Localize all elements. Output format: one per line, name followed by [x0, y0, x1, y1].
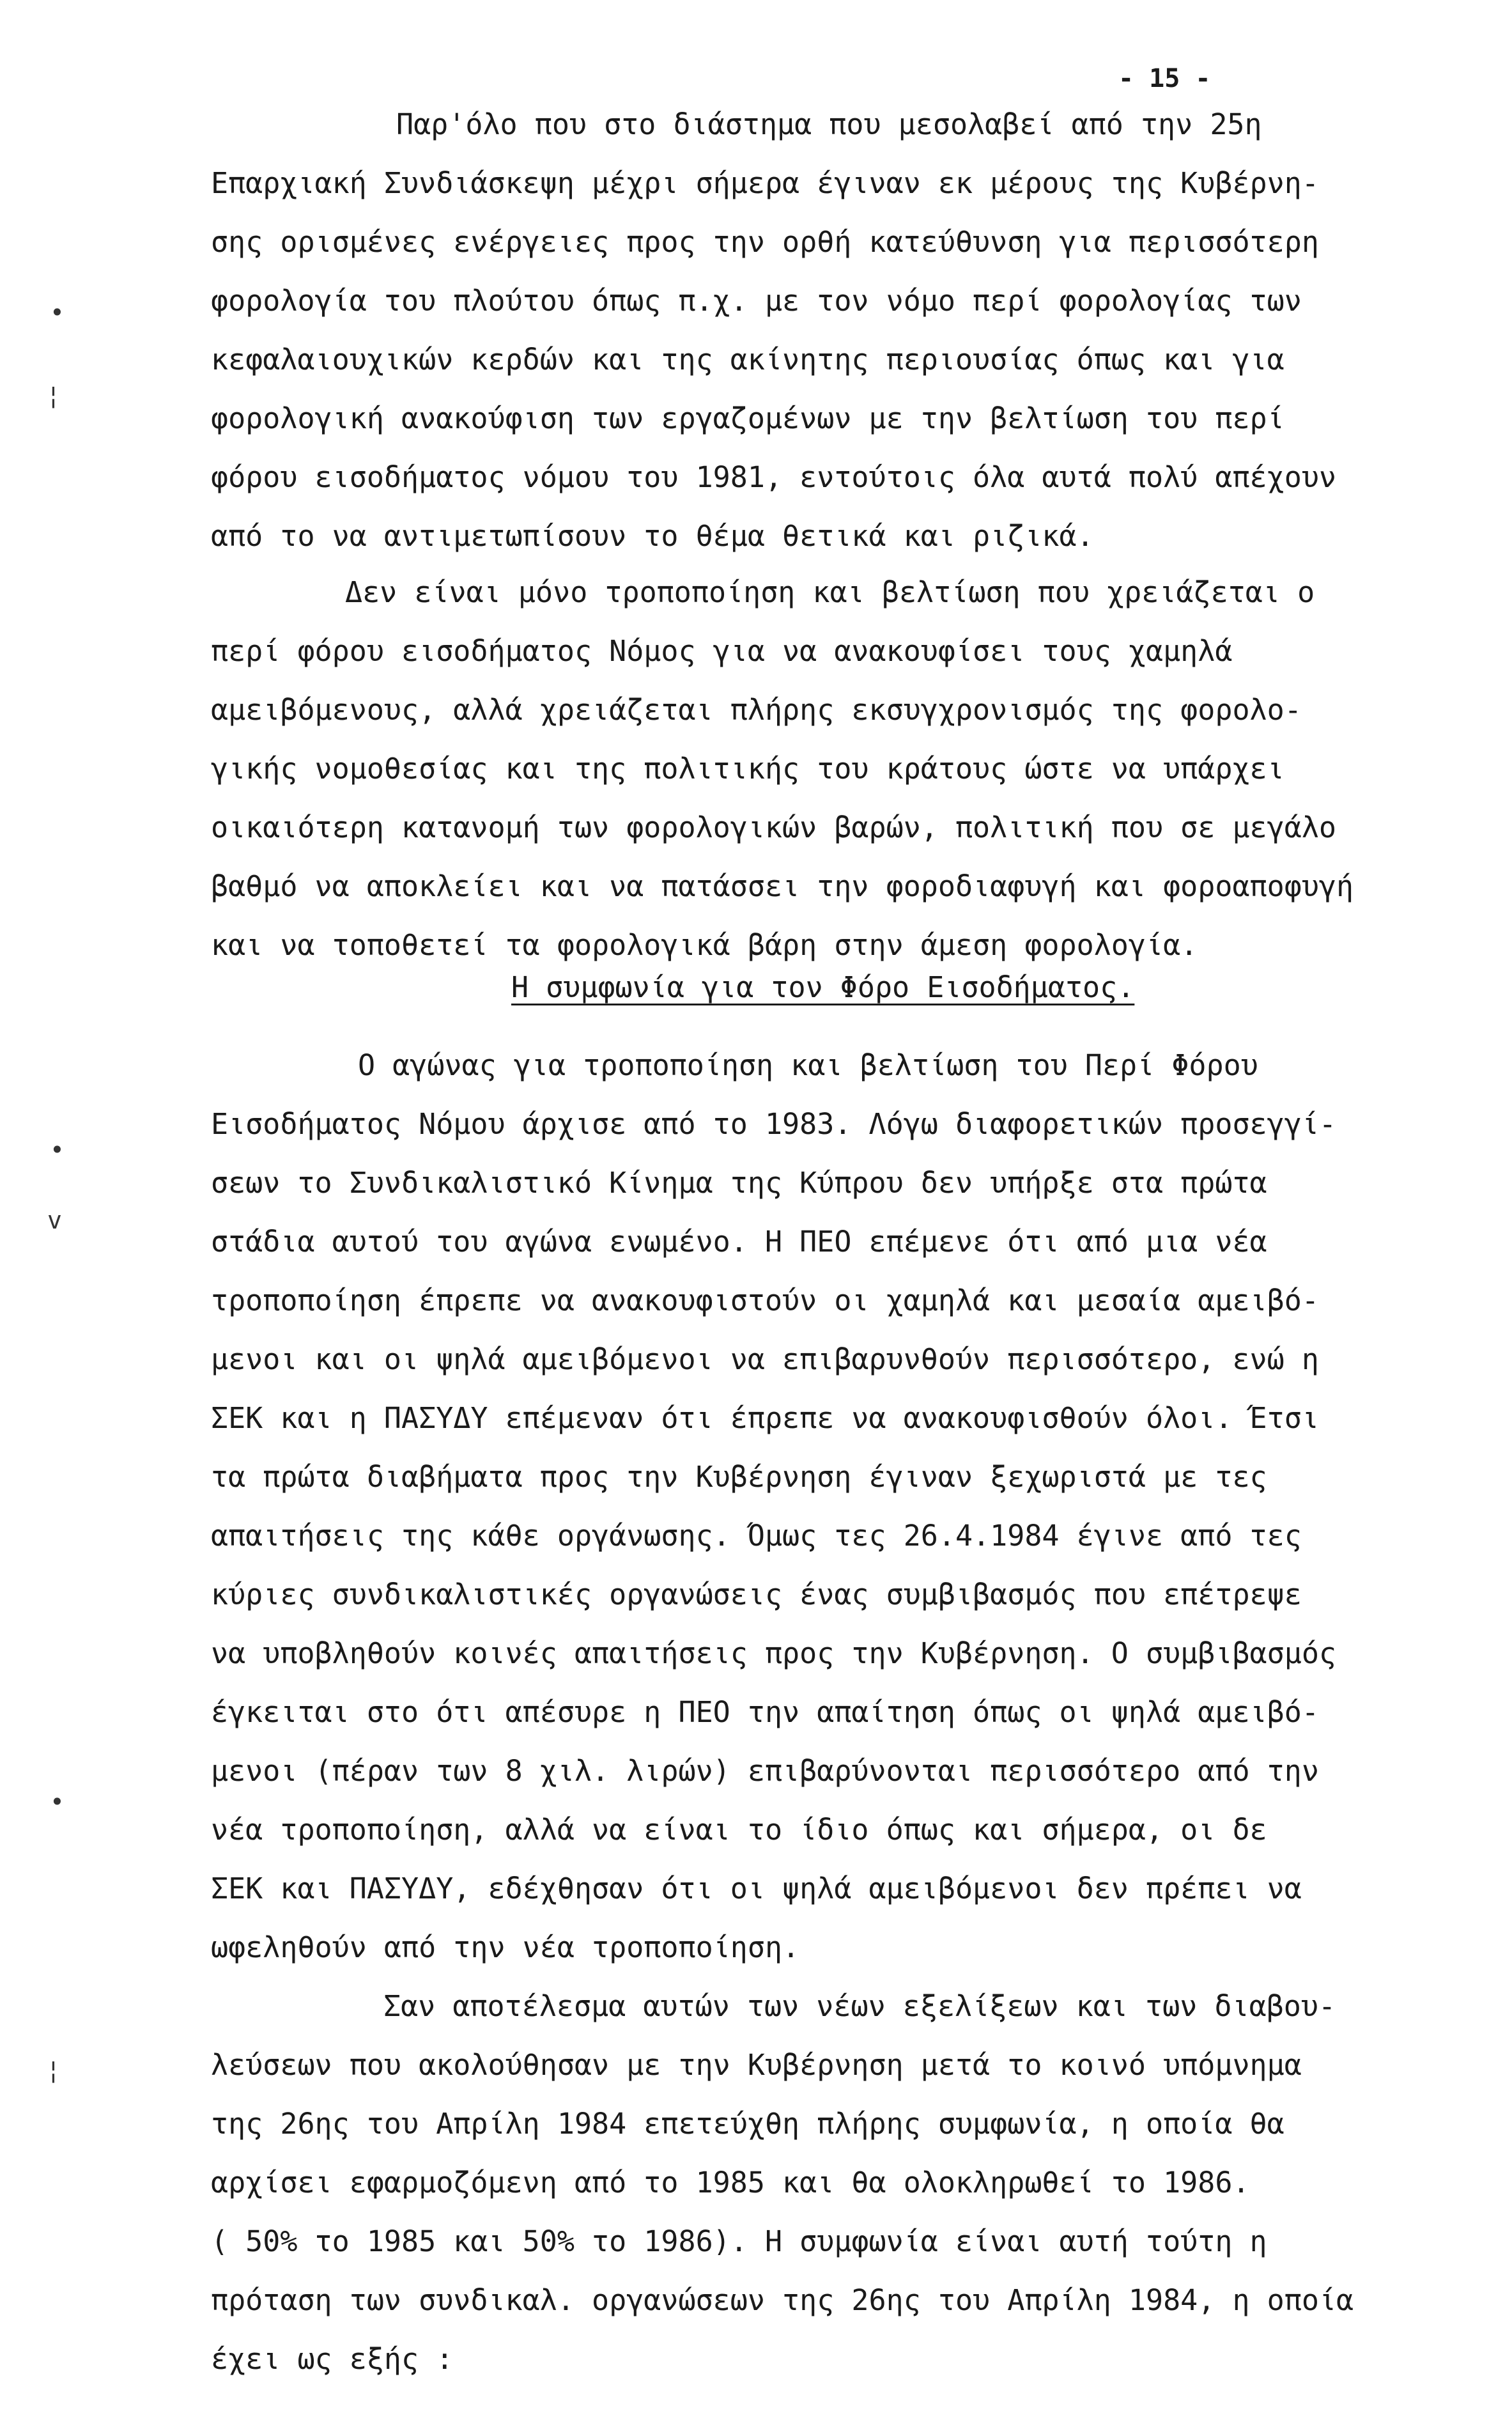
- text-line: μενοι (πέραν των 8 χιλ. λιρών) επιβαρύνονται περισσότερο από την: [211, 1754, 1319, 1788]
- text-line: Δεν είναι μόνο τροποποίηση και βελτίωση που χρειάζεται ο: [345, 575, 1315, 609]
- scan-mark: v: [47, 1206, 62, 1234]
- text-line: οικαιότερη κατανομή των φορολογικών βαρών, πολιτική που σε μεγάλο: [211, 811, 1336, 844]
- text-line: νέα τροποποίηση, αλλά να είναι το ίδιο όπως και σήμερα, οι δε: [211, 1813, 1267, 1847]
- text-line: Σαν αποτέλεσμα αυτών των νέων εξελίξεων και των διαβου-: [383, 1989, 1336, 2023]
- text-line: έγκειται στο ότι απέσυρε η ΠΕΟ την απαίτηση όπως οι ψηλά αμειβό-: [211, 1695, 1319, 1729]
- scan-mark: •: [50, 299, 65, 327]
- scan-mark: •: [50, 1788, 65, 1816]
- scan-mark: ¦: [46, 2056, 61, 2084]
- text-line: Εισοδήματος Νόμου άρχισε από το 1983. Λόγω διαφορετικών προσεγγί-: [211, 1107, 1336, 1141]
- text-line: ΣΕΚ και η ΠΑΣΥΔΥ επέμεναν ότι έπρεπε να ανακουφισθούν όλοι. Έτσι: [211, 1401, 1319, 1435]
- text-line: έχει ως εξής :: [211, 2342, 454, 2376]
- text-line: σης ορισμένες ενέργειες προς την ορθή κατεύθυνση για περισσότερη: [211, 225, 1319, 259]
- text-line: κεφαλαιουχικών κερδών και της ακίνητης περιουσίας όπως και για: [211, 343, 1284, 376]
- text-line: σεων το Συνδικαλιστικό Κίνημα της Κύπρου δεν υπήρξε στα πρώτα: [211, 1166, 1267, 1200]
- text-line: αρχίσει εφαρμοζόμενη από το 1985 και θα ολοκληρωθεί το 1986.: [211, 2166, 1250, 2199]
- text-line: στάδια αυτού του αγώνα ενωμένο. Η ΠΕΟ επέμενε ότι από μια νέα: [211, 1225, 1267, 1259]
- text-line: τροποποίηση έπρεπε να ανακουφιστούν οι χαμηλά και μεσαία αμειβό-: [211, 1284, 1319, 1317]
- text-line: φορολογία του πλούτου όπως π.χ. με τον νόμο περί φορολογίας των: [211, 284, 1302, 318]
- text-line: φορολογική ανακούφιση των εργαζομένων με την βελτίωση του περί: [211, 401, 1284, 435]
- text-line: γικής νομοθεσίας και της πολιτικής του κράτους ώστε να υπάρχει: [211, 752, 1284, 786]
- text-line: Παρ'όλο που στο διάστημα που μεσολαβεί από την 25η: [396, 107, 1262, 141]
- text-line: τα πρώτα διαβήματα προς την Κυβέρνηση έγιναν ξεχωριστά με τες: [211, 1460, 1267, 1494]
- text-line: μενοι και οι ψηλά αμειβόμενοι να επιβαρυνθούν περισσότερο, ενώ η: [211, 1342, 1319, 1376]
- text-line: από το να αντιμετωπίσουν το θέμα θετικά και ριζικά.: [211, 519, 1094, 553]
- scan-mark: ¦: [46, 382, 61, 410]
- text-line: κύριες συνδικαλιστικές οργανώσεις ένας συμβιβασμός που επέτρεψε: [211, 1578, 1302, 1611]
- text-line: ( 50% το 1985 και 50% το 1986). Η συμφωνία είναι αυτή τούτη η: [211, 2224, 1267, 2258]
- text-line: λεύσεων που ακολούθησαν με την Κυβέρνηση μετά το κοινό υπόμνημα: [211, 2048, 1302, 2082]
- section-heading: Η συμφωνία για τον Φόρο Εισοδήματος.: [511, 970, 1135, 1004]
- text-line: απαιτήσεις της κάθε οργάνωσης. Όμως τες 26.4.1984 έγινε από τες: [211, 1519, 1302, 1553]
- text-line: ωφεληθούν από την νέα τροποποίηση.: [211, 1930, 800, 1964]
- text-line: και να τοποθετεί τα φορολογικά βάρη στην άμεση φορολογία.: [211, 928, 1198, 962]
- text-line: περί φόρου εισοδήματος Νόμος για να ανακουφίσει τους χαμηλά: [211, 634, 1233, 668]
- page-number: - 15 -: [1118, 64, 1211, 93]
- text-line: να υποβληθούν κοινές απαιτήσεις προς την Κυβέρνηση. Ο συμβιβασμός: [211, 1636, 1336, 1670]
- text-line: φόρου εισοδήματος νόμου του 1981, εντούτοις όλα αυτά πολύ απέχουν: [211, 460, 1336, 494]
- text-line: πρόταση των συνδικαλ. οργανώσεων της 26ης του Απρίλη 1984, η οποία: [211, 2283, 1354, 2317]
- text-line: της 26ης του Απρίλη 1984 επετεύχθη πλήρης συμφωνία, η οποία θα: [211, 2107, 1284, 2141]
- scan-mark: •: [50, 1136, 65, 1164]
- text-line: ΣΕΚ και ΠΑΣΥΔΥ, εδέχθησαν ότι οι ψηλά αμειβόμενοι δεν πρέπει να: [211, 1872, 1302, 1905]
- text-line: Ο αγώνας για τροποποίηση και βελτίωση του Περί Φόρου: [358, 1048, 1258, 1082]
- text-line: αμειβόμενους, αλλά χρειάζεται πλήρης εκσυγχρονισμός της φορολο-: [211, 693, 1302, 727]
- text-line: βαθμό να αποκλείει και να πατάσσει την φοροδιαφυγή και φοροαποφυγή: [211, 869, 1354, 903]
- text-line: Επαρχιακή Συνδιάσκεψη μέχρι σήμερα έγιναν εκ μέρους της Κυβέρνη-: [211, 166, 1319, 200]
